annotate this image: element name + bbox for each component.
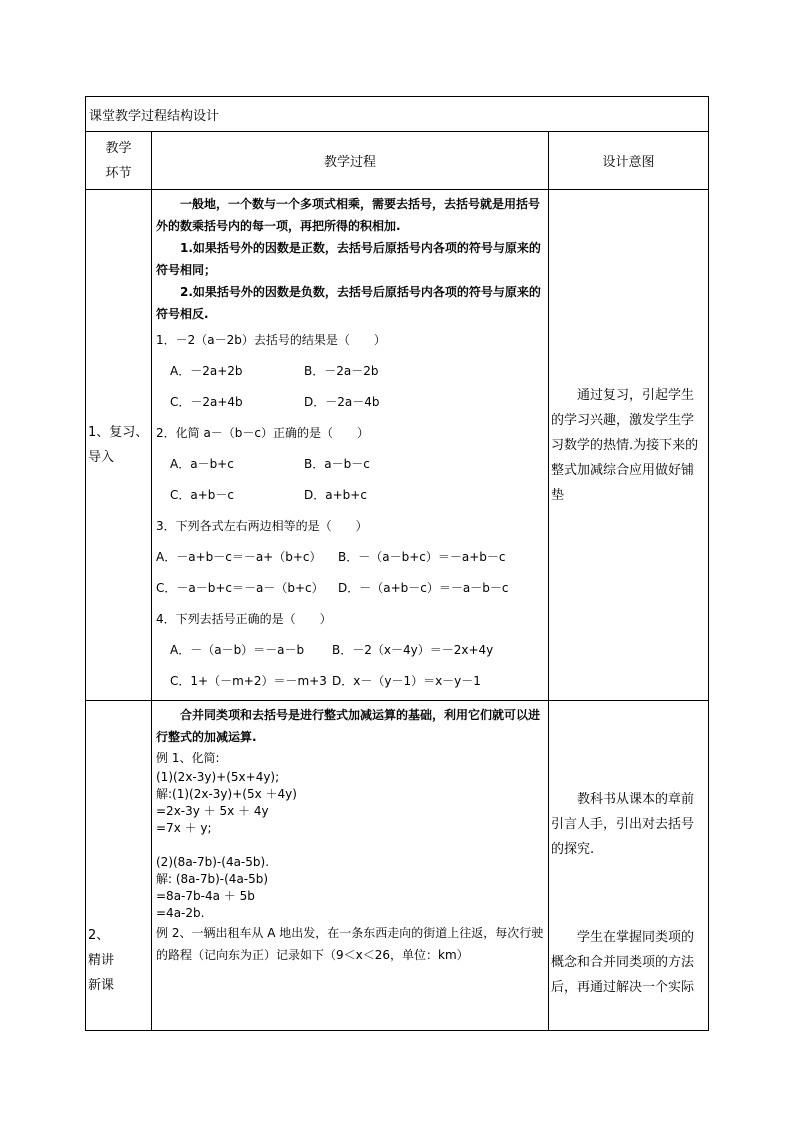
section1-row [86,190,709,701]
section2-label-line2: 精讲 [88,953,115,968]
example1-line2: 解:(1)(2x-3y)+(5x ＋4y) [156,787,297,801]
table-title-row [86,97,709,132]
question-4-option-c: C．1+（－m+2）＝－m+3 [170,674,327,688]
section2-intent-text2: 学生在掌握同类项的概念和合并同类项的方法后，再通过解决一个实际 [551,930,695,995]
section2-row [86,701,709,1031]
question-3-option-a: A．－a+b－c＝－a+（b+c） [156,550,322,564]
section2-intro: 合并同类项和去括号是进行整式加减运算的基础，利用它们就可以进行整式的加减运算. [156,708,541,744]
question-4 [156,604,545,697]
table-title: 课堂教学过程结构设计 [86,97,709,132]
section2-intent-text1: 教科书从课本的章前引言人手，引出对去括号的探究. [551,792,695,857]
section1-rule2: 2.如果括号外的因数是负数，去括号后原括号内各项的符号与原来的符号相反. [156,285,541,321]
question-2 [156,418,545,511]
question-4-stem: 4．下列去括号正确的是（ ） [156,612,332,626]
section1-label-line1: 1、复习、 [88,425,149,440]
question-3-stem: 3．下列各式左右两边相等的是（ ） [156,519,368,533]
question-4-options-row2 [156,666,545,697]
header-section-line2: 环节 [105,165,132,181]
question-1-option-d: D．－2a－4b [304,395,380,409]
table-header-row [86,132,709,190]
section1-label-line2: 导入 [88,450,115,465]
question-2-option-a: A．a－b+c [170,457,234,471]
section2-label-line3: 新课 [88,978,115,993]
question-1-options-row2 [156,387,545,418]
question-2-options-row1 [156,449,545,480]
question-3-option-b: B．－（a－b+c）＝－a+b－c [338,550,506,564]
question-4-option-b: B．－2（x－4y）＝－2x+4y [332,643,494,657]
section2-intent [549,701,709,1031]
question-3 [156,511,545,604]
example-gap [156,837,545,854]
example1-part2-line2: 解: (8a-7b)-(4a-5b) [156,872,269,886]
question-2-options-row2 [156,480,545,511]
header-section [86,132,152,190]
section1-intro: 一般地，一个数与一个多项式相乘，需要去括号，去括号就是用括号外的数乘括号内的每一项，再把所得的积相加. [156,197,541,233]
example2-text: 例 2、一辆出租车从 A 地出发，在一条东西走向的街道上往返，每次行驶的路程（记向东为正）记录如下（9＜x＜26，单位：km） [156,926,544,962]
question-4-option-d: D．x－（y－1）＝x－y－1 [332,674,481,688]
question-3-option-c: C．－a－b+c＝－a－（b+c） [156,581,324,595]
question-2-option-c: C．a+b－c [170,488,235,502]
example1-part2-line4: =4a-2b. [156,906,205,920]
example1-title: 例 1、化简: [156,751,220,765]
section2-label-line1: 2、 [88,928,110,943]
question-1-stem: 1．－2（a－2b）去括号的结果是（ ） [156,333,386,347]
section1-intent [549,190,709,701]
header-section-line1: 教学 [105,140,132,156]
question-3-options-row1 [156,542,545,573]
section1-label [86,190,152,701]
question-2-stem: 2．化简 a－（b－c）正确的是（ ） [156,426,370,440]
question-2-option-b: B．a－b－c [304,457,370,471]
question-1-option-c: C．－2a+4b [170,395,243,409]
section2-content [152,701,549,1031]
lesson-plan-table [85,96,709,1031]
section1-content [152,190,549,701]
question-4-options-row1 [156,635,545,666]
example1-part2-line1: (2)(8a-7b)-(4a-5b). [156,855,270,869]
question-2-option-d: D．a+b+c [304,488,367,502]
header-process: 教学过程 [152,132,549,190]
example1-line4: =7x ＋ y; [156,821,212,835]
example1-line1: (1)(2x-3y)+(5x+4y); [156,770,280,784]
example1-line3: =2x-3y ＋ 5x ＋ 4y [156,804,269,818]
section1-rule1: 1.如果括号外的因数是正数，去括号后原括号内各项的符号与原来的符号相同； [156,241,541,277]
section2-label [86,701,152,1031]
question-1-options-row1 [156,356,545,387]
section1-intent-text: 通过复习，引起学生的学习兴趣，激发学生学习数学的热情.为接下来的整式加减综合应用做好铺垫 [551,387,699,503]
question-4-option-a: A．－（a－b）＝－a－b [170,643,305,657]
question-1 [156,325,545,418]
header-intent: 设计意图 [549,132,709,190]
question-1-option-a: A．－2a+2b [170,364,243,378]
example1-part2-line3: =8a-7b-4a ＋ 5b [156,889,255,903]
question-3-options-row2 [156,573,545,604]
question-3-option-d: D．－（a+b－c）＝－a－b－c [338,581,509,595]
question-1-option-b: B．－2a－2b [304,364,379,378]
